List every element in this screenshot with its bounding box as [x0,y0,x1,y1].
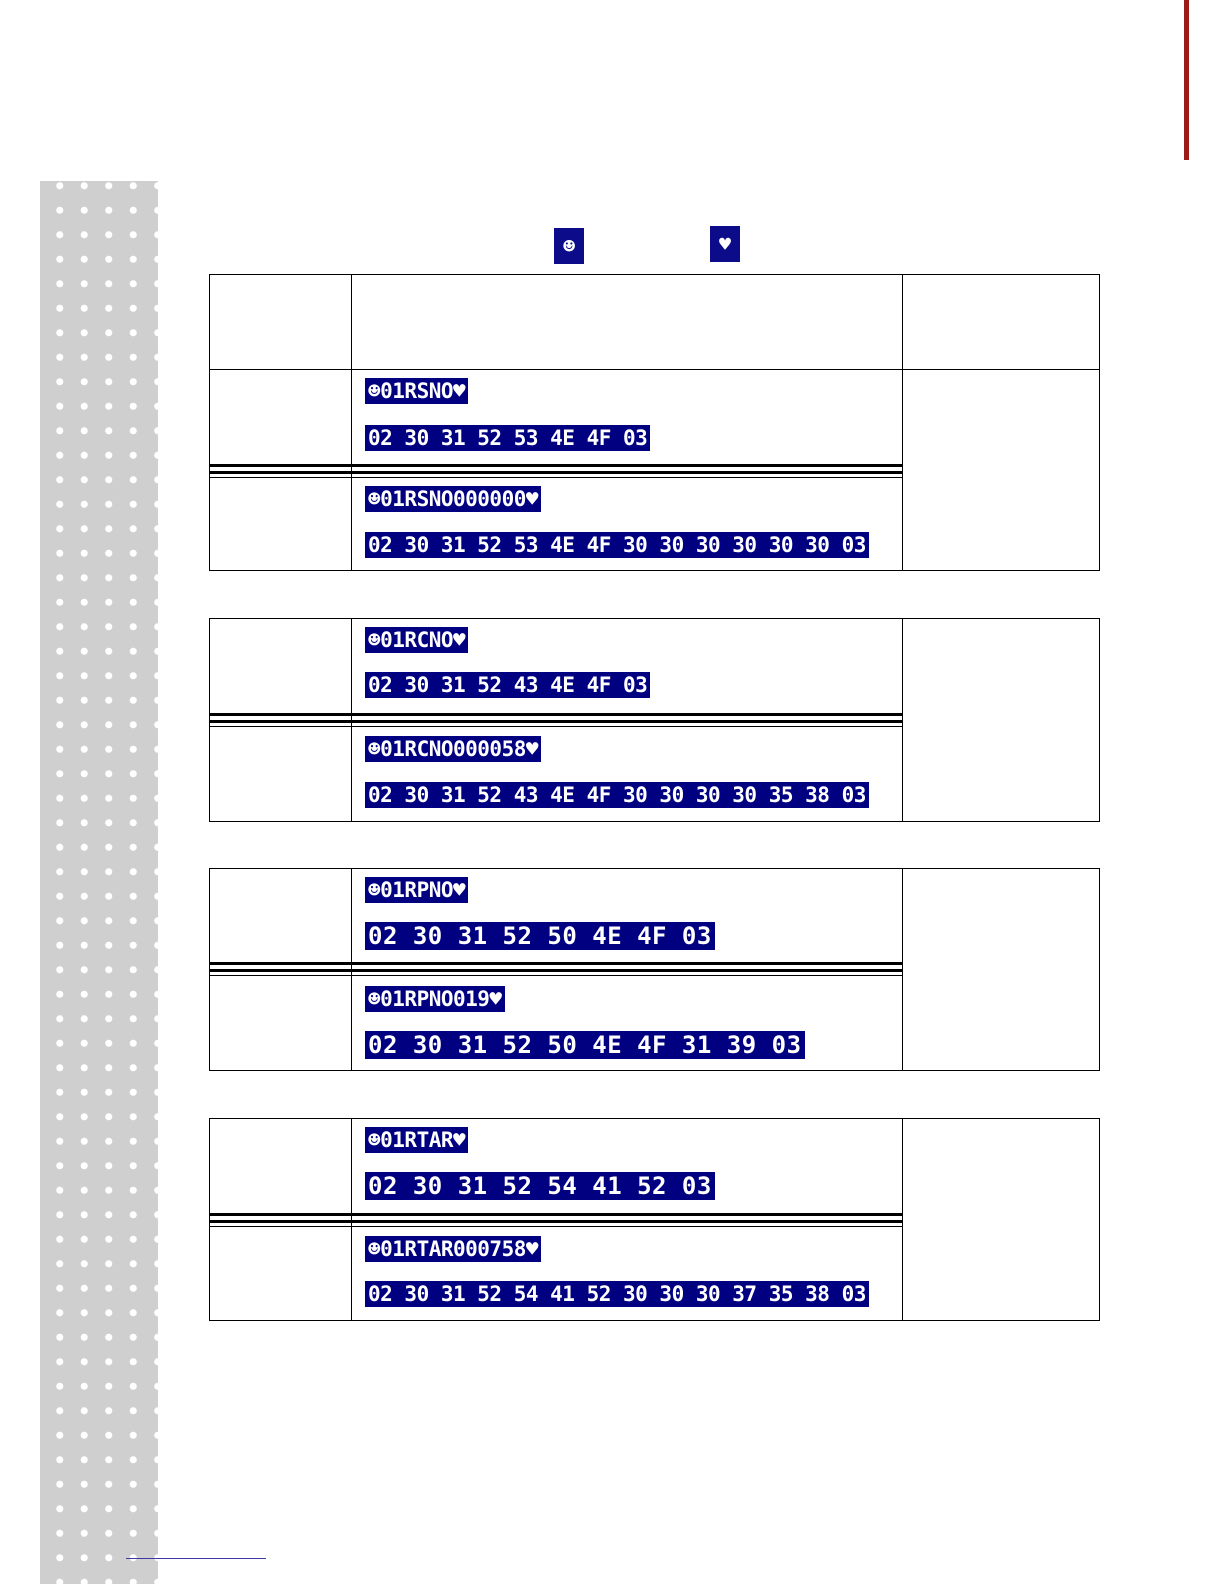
response-hex: 02 30 31 52 54 41 52 30 30 30 37 35 38 03 [365,1281,869,1307]
response-hex: 02 30 31 52 50 4E 4F 31 39 03 [365,1031,805,1059]
footer-link-underline[interactable] [126,1558,266,1559]
response-ascii: ☻01RSNO000000♥ [365,486,541,512]
double-divider [210,962,903,976]
header-row-divider [210,369,1099,370]
command-ascii: ☻01RPNO♥ [365,877,468,903]
dotted-sidebar [40,181,158,1584]
command-hex: 02 30 31 52 53 4E 4F 03 [365,425,650,451]
command-hex: 02 30 31 52 54 41 52 03 [365,1172,715,1200]
double-divider [210,713,903,727]
command-ascii: ☻01RSNO♥ [365,378,468,404]
stx-smiley-icon: ☻ [554,228,584,264]
protocol-table-rsno [209,274,1100,571]
etx-heart-icon: ♥ [710,226,740,262]
protocol-table-rtar [209,1118,1100,1321]
top-accent-bar [1184,0,1189,160]
command-ascii: ☻01RTAR♥ [365,1127,468,1153]
response-ascii: ☻01RTAR000758♥ [365,1236,541,1262]
command-hex: 02 30 31 52 50 4E 4F 03 [365,922,715,950]
double-divider [210,464,903,478]
protocol-table-rcno [209,618,1100,822]
command-hex: 02 30 31 52 43 4E 4F 03 [365,672,650,698]
response-ascii: ☻01RPNO019♥ [365,986,505,1012]
response-ascii: ☻01RCNO000058♥ [365,736,541,762]
command-ascii: ☻01RCNO♥ [365,627,468,653]
protocol-table-rpno [209,868,1100,1071]
response-hex: 02 30 31 52 53 4E 4F 30 30 30 30 30 30 03 [365,532,869,558]
response-hex: 02 30 31 52 43 4E 4F 30 30 30 30 35 38 03 [365,782,869,808]
double-divider [210,1213,903,1227]
